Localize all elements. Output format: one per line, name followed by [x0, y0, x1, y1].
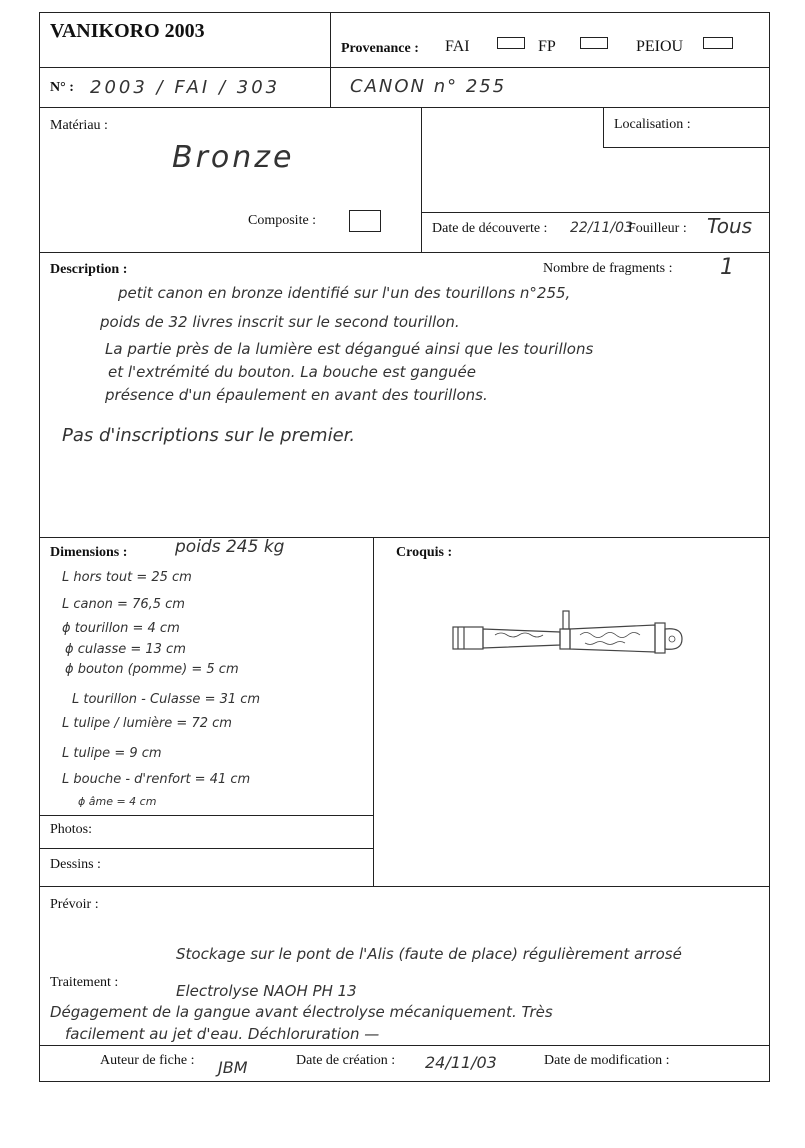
rule-localisation-split [603, 107, 604, 147]
description-label: Description : [50, 262, 128, 277]
rule-photos [39, 815, 373, 816]
created-label: Date de création : [296, 1053, 396, 1068]
rule-material-split [421, 107, 422, 252]
plan-label: Prévoir : [50, 897, 99, 912]
discovery-date-label: Date de découverte : [432, 221, 548, 236]
weight-note: poids 245 kg [175, 537, 285, 557]
dimension-line-10: ϕ âme = 4 cm [78, 795, 157, 808]
rule-plan [39, 886, 770, 887]
provenance-option-fp: FP [538, 38, 556, 55]
rule-dimensions [39, 537, 770, 538]
author-value: JBM [218, 1058, 248, 1077]
provenance-option-fai: FAI [445, 38, 470, 55]
modified-label: Date de modification : [544, 1053, 670, 1068]
material-label: Matériau : [50, 118, 108, 133]
rule-number [39, 107, 770, 108]
author-label: Auteur de fiche : [100, 1053, 195, 1068]
rule-header [39, 67, 770, 68]
rule-discovery [421, 212, 770, 213]
dimension-line-7: L tulipe / lumière = 72 cm [62, 716, 232, 731]
description-line-2: poids de 32 livres inscrit sur le second tourillon. [100, 313, 460, 331]
treatment-label: Traitement : [50, 975, 119, 990]
treatment-line-1: Stockage sur le pont de l'Alis (faute de place) régulièrement arrosé [176, 945, 682, 963]
description-line-1: petit canon en bronze identifié sur l'un des tourillons n°255, [118, 284, 571, 302]
object-name: CANON n° 255 [350, 76, 507, 97]
fragments-value: 1 [720, 255, 734, 280]
dimension-line-3: ϕ tourillon = 4 cm [62, 621, 180, 636]
description-line-4: et l'extrémité du bouton. La bouche est ganguée [108, 363, 476, 381]
discovery-date-value: 22/11/03 [570, 220, 633, 236]
composite-label: Composite : [248, 213, 317, 228]
digger-label: Fouilleur : [628, 221, 687, 236]
digger-value: Tous [707, 214, 753, 238]
created-value: 24/11/03 [425, 1053, 497, 1072]
rule-footer [39, 1045, 770, 1046]
dimension-line-1: L hors tout = 25 cm [62, 570, 192, 585]
localisation-label: Localisation : [614, 117, 691, 132]
description-line-3: La partie près de la lumière est dégangué ainsi que les tourillons [105, 340, 594, 358]
treatment-line-4: facilement au jet d'eau. Déchloruration — [65, 1025, 380, 1043]
rule-localisation [603, 147, 770, 148]
dimension-line-2: L canon = 76,5 cm [62, 597, 185, 612]
number-value: 2003 / FAI / 303 [90, 77, 281, 98]
dimensions-label: Dimensions : [50, 545, 128, 560]
checkbox-peiou[interactable] [703, 37, 733, 49]
rule-header-split [330, 12, 331, 67]
cannon-sketch [450, 605, 690, 675]
rule-number-split [330, 67, 331, 107]
sketch-label: Croquis : [396, 545, 453, 560]
provenance-label: Provenance : [341, 41, 419, 56]
rule-drawings [39, 848, 373, 849]
drawings-label: Dessins : [50, 857, 101, 872]
dimension-line-4: ϕ culasse = 13 cm [65, 642, 186, 657]
description-line-6: Pas d'inscriptions sur le premier. [62, 425, 356, 446]
photos-label: Photos: [50, 822, 93, 837]
material-value: Bronze [172, 140, 295, 175]
dimension-line-6: L tourillon - Culasse = 31 cm [72, 692, 261, 707]
treatment-line-3: Dégagement de la gangue avant électrolyse mécaniquement. Très [50, 1003, 553, 1021]
fragments-label: Nombre de fragments : [543, 261, 673, 276]
treatment-line-2: Electrolyse NAOH PH 13 [176, 982, 357, 1000]
form-title: VANIKORO 2003 [50, 20, 205, 42]
checkbox-fai[interactable] [497, 37, 525, 49]
dimension-line-5: ϕ bouton (pomme) = 5 cm [65, 662, 239, 677]
rule-sketch-split [373, 537, 374, 886]
checkbox-fp[interactable] [580, 37, 608, 49]
checkbox-composite[interactable] [349, 210, 381, 232]
rule-description [39, 252, 770, 253]
description-line-5: présence d'un épaulement en avant des tourillons. [105, 386, 488, 404]
dimension-line-9: L bouche - d'renfort = 41 cm [62, 772, 251, 787]
dimension-line-8: L tulipe = 9 cm [62, 746, 162, 761]
number-label: N° : [50, 80, 74, 95]
provenance-option-peiou: PEIOU [636, 38, 684, 55]
